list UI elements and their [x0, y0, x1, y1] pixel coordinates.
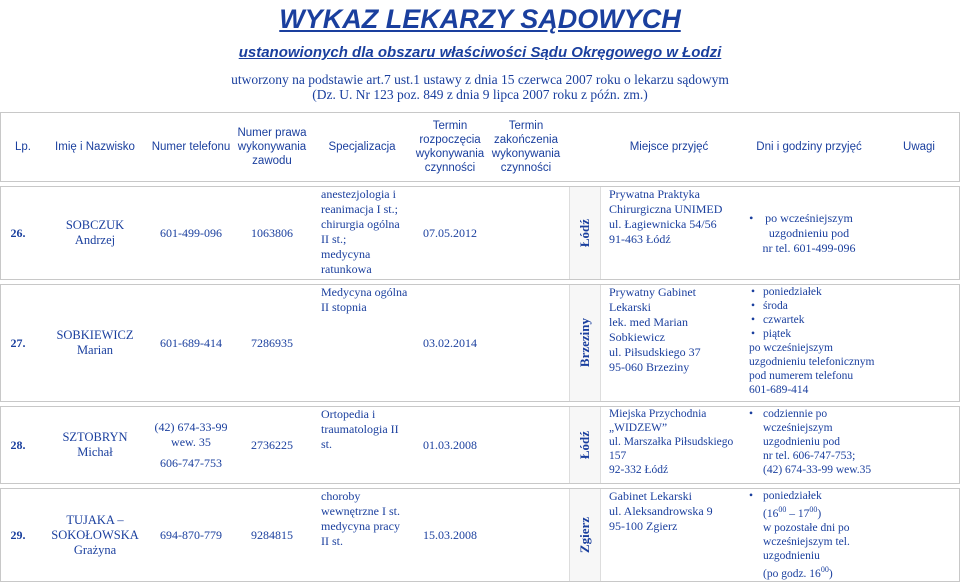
city-label: Brzeziny: [576, 318, 592, 368]
place-line: Prywatna Praktyka: [609, 187, 700, 201]
hours-bullet-line: [749, 407, 827, 421]
row-specialization: [321, 285, 417, 401]
place-line: lek. med Marian: [609, 315, 688, 329]
spec-line: II st.: [321, 534, 343, 548]
hours-line: poniedziałek: [763, 490, 822, 502]
hours-line: uzgodnieniu pod: [763, 436, 840, 448]
row-hours: [749, 489, 879, 581]
time-part: – 17: [786, 507, 810, 520]
row-name: [45, 187, 145, 279]
hours-line: uzgodnieniu: [763, 549, 820, 562]
table-row: [0, 488, 960, 582]
spec-line: wewnętrzne I st.: [321, 504, 400, 518]
header-notes: Uwagi: [903, 141, 935, 153]
hours-line: po wcześniejszym: [765, 210, 853, 225]
header-end-line: zakończenia: [494, 134, 558, 146]
row-start-date: 03.02.2014: [423, 335, 477, 350]
phone-line: 606-747-753: [160, 455, 222, 470]
hours-line: po wcześniejszym: [749, 342, 833, 354]
place-line: 92-332 Łódź: [609, 464, 669, 476]
row-license: 1063806: [251, 225, 293, 240]
spec-line: medycyna: [321, 247, 371, 261]
place-line: ul. Marszałka Piłsudskiego: [609, 436, 734, 448]
place-line: „WIDZEW”: [609, 422, 668, 434]
row-city: [569, 489, 599, 581]
spec-line: ratunkowa: [321, 262, 372, 276]
header-name: Imię i Nazwisko: [55, 141, 135, 153]
name-line: SZTOBRYN: [62, 430, 128, 444]
place-line: Sobkiewicz: [609, 330, 665, 344]
weekday-item: • piątek: [763, 327, 822, 341]
header-license: [237, 113, 307, 181]
time-part: ): [817, 507, 822, 520]
row-phone: 694-870-779: [160, 527, 222, 542]
header-license-line: wykonywania: [237, 141, 307, 153]
hours-line: nr tel. 606-747-753;: [763, 450, 856, 462]
row-city: [569, 187, 599, 279]
time-part: ): [828, 567, 833, 580]
name-line: Marian: [76, 343, 114, 357]
row-lp: 28.: [10, 437, 26, 452]
spec-line: Ortopedia i: [321, 407, 376, 421]
row-hours: [749, 187, 869, 279]
spec-line: reanimacja I st.;: [321, 202, 398, 216]
row-place: [609, 407, 743, 483]
header-place: Miejsce przyjęć: [629, 141, 709, 153]
bullet-icon: •: [749, 490, 754, 502]
row-hours: [749, 407, 879, 483]
time-sup: 00: [778, 505, 787, 514]
table-header: [0, 112, 960, 182]
row-specialization: [321, 407, 417, 483]
row-license: 7286935: [251, 335, 293, 350]
place-line: ul. Aleksandrowska 9: [609, 504, 713, 518]
header-end: [483, 113, 569, 181]
header-end-line: czynności: [500, 162, 552, 174]
place-line: ul. Piłsudskiego 37: [609, 345, 701, 359]
header-start-line: Termin: [432, 120, 468, 132]
row-phone: 601-689-414: [160, 335, 222, 350]
legal-basis: [0, 72, 960, 102]
row-name: [45, 285, 145, 401]
row-phone: 601-499-096: [160, 225, 222, 240]
row-start-date: 01.03.2008: [423, 437, 477, 452]
name-line: Andrzej: [74, 233, 116, 247]
place-line: Miejska Przychodnia: [609, 408, 707, 420]
legal-line-2: (Dz. U. Nr 123 poz. 849 z dnia 9 lipca 2007 roku z późn. zm.): [312, 87, 648, 102]
table-row: [0, 186, 960, 280]
row-place: [609, 489, 739, 581]
row-license: 2736225: [251, 437, 293, 452]
spec-line: II stopnia: [321, 300, 367, 314]
hours-line: nr tel. 601-499-096: [762, 240, 856, 255]
spec-line: st.: [321, 437, 333, 451]
phone-line: wew. 35: [171, 434, 211, 449]
header-start: [417, 113, 483, 181]
spec-line: medycyna pracy: [321, 519, 400, 533]
bullet-icon: •: [749, 408, 754, 420]
place-line: Gabinet Lekarski: [609, 489, 692, 503]
row-specialization: [321, 187, 417, 279]
spec-line: II st.;: [321, 232, 347, 246]
place-line: 95-060 Brzeziny: [609, 360, 690, 374]
hours-line: codziennie po: [763, 408, 828, 420]
time-sup: 00: [820, 564, 829, 574]
hours-line: wcześniejszym: [763, 422, 833, 434]
hours-bullet-line: [749, 210, 853, 226]
city-label: Łódź: [576, 218, 592, 248]
hours-line: (42) 674-33-99 wew.35: [763, 464, 872, 476]
hours-line: 601-689-414: [749, 384, 809, 396]
header-license-line: zawodu: [252, 155, 292, 167]
header-start-line: wykonywania: [415, 148, 485, 160]
name-line: SOKOŁOWSKA: [51, 527, 139, 542]
phone-line: (42) 674-33-99: [154, 419, 228, 434]
row-start-date: 07.05.2012: [423, 225, 477, 240]
place-line: ul. Łagiewnicka 54/56: [609, 217, 717, 231]
time-part: (po godz. 16: [763, 567, 821, 580]
name-line: SOBCZUK: [65, 218, 125, 232]
row-city: [569, 285, 599, 401]
row-license: 9284815: [251, 527, 293, 542]
hours-line: uzgodnieniu pod: [768, 225, 850, 240]
header-start-line: czynności: [424, 162, 476, 174]
row-lp: 29.: [10, 527, 26, 542]
row-specialization: [321, 489, 417, 581]
page-title: WYKAZ LEKARZY SĄDOWYCH: [279, 4, 681, 34]
table-row: [0, 284, 960, 402]
name-line: TUJAKA –: [66, 512, 124, 527]
place-line: 157: [609, 450, 627, 462]
place-line: 95-100 Zgierz: [609, 519, 678, 533]
city-label: Zgierz: [576, 516, 592, 554]
header-end-line: Termin: [508, 120, 544, 132]
time-sup: 00: [809, 505, 818, 514]
row-name: [45, 489, 145, 581]
header-end-line: wykonywania: [491, 148, 561, 160]
name-line: Michał: [77, 445, 113, 459]
row-phone: [145, 407, 237, 483]
header-lp: Lp.: [15, 141, 31, 153]
row-city: [569, 407, 599, 483]
spec-line: chirurgia ogólna: [321, 217, 400, 231]
weekday-item: • poniedziałek: [763, 285, 822, 299]
hours-line: w pozostałe dni po: [763, 521, 850, 534]
bullet-icon: •: [749, 210, 754, 225]
spec-line: traumatologia II: [321, 422, 399, 436]
header-license-line: Numer prawa: [237, 127, 307, 139]
hours-time-range: [749, 503, 821, 521]
header-start-line: rozpoczęcia: [419, 134, 481, 146]
hours-time-note: [749, 563, 833, 581]
place-line: Prywatny Gabinet Lekarski: [609, 285, 696, 314]
hours-bullet-line: [749, 489, 822, 503]
row-lp: 26.: [10, 225, 26, 240]
weekday-list: [749, 285, 822, 341]
place-line: Chirurgiczna UNIMED: [609, 202, 723, 216]
header-specialization: Specjalizacja: [328, 141, 396, 153]
spec-line: Medycyna ogólna: [321, 285, 408, 299]
row-name: [45, 407, 145, 483]
table-row: [0, 406, 960, 484]
weekday-item: • czwartek: [763, 313, 822, 327]
row-start-date: 15.03.2008: [423, 527, 477, 542]
city-label: Łódź: [576, 430, 592, 460]
hours-line: wcześniejszym tel.: [763, 535, 850, 548]
spec-line: choroby: [321, 489, 361, 503]
row-hours: [749, 285, 879, 401]
header-phone: Numer telefonu: [151, 141, 231, 153]
row-place: [609, 187, 739, 279]
row-lp: 27.: [10, 335, 26, 350]
time-part: (16: [763, 507, 779, 520]
spec-line: anestezjologia i: [321, 187, 396, 201]
weekday-item: • środa: [763, 299, 822, 313]
row-place: [609, 285, 739, 401]
hours-line: pod numerem telefonu: [749, 370, 854, 382]
name-line: SOBKIEWICZ: [56, 328, 134, 342]
name-line: Grażyna: [73, 542, 117, 557]
place-line: 91-463 Łódź: [609, 232, 671, 246]
page-subtitle: ustanowionych dla obszaru właściwości Sądu Okręgowego w Łodzi: [238, 44, 722, 61]
header-hours: Dni i godziny przyjęć: [756, 141, 862, 153]
legal-line-1: utworzony na podstawie art.7 ust.1 ustawy z dnia 15 czerwca 2007 roku o lekarzu sądowym: [231, 72, 729, 87]
hours-line: uzgodnieniu telefonicznym: [749, 356, 875, 368]
